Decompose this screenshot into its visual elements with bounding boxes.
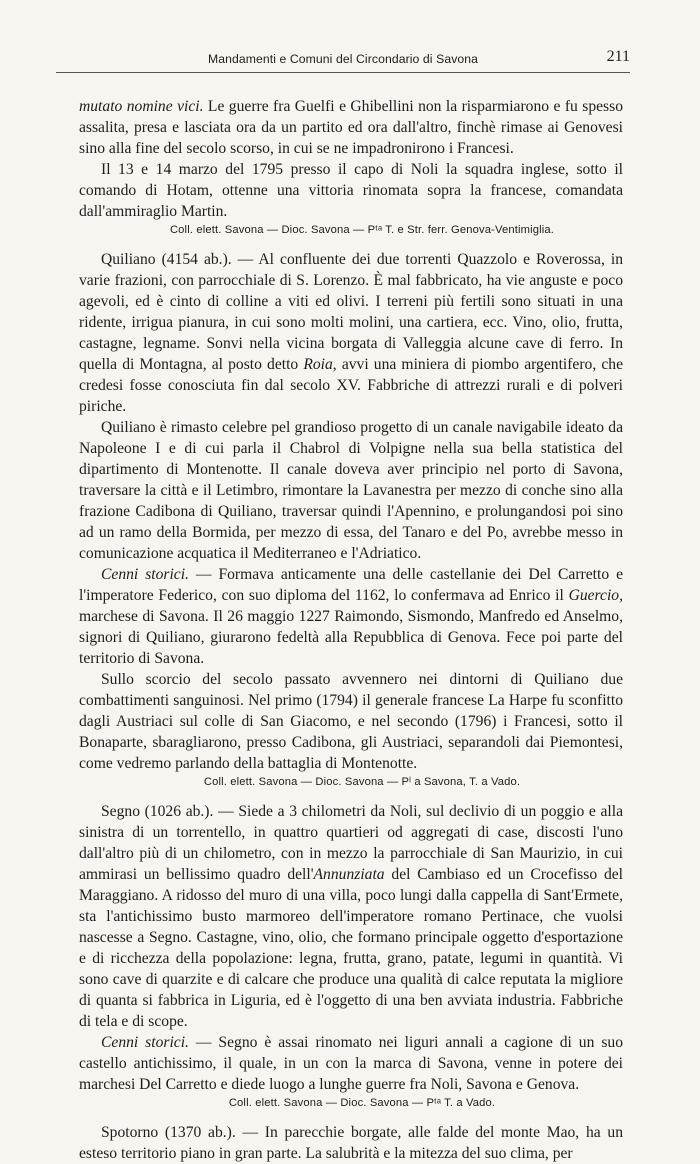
italic-painting-title: Annunziata [313, 866, 385, 883]
entry-spotorno: Spotorno (1370 ab.). — In parecchie borgate, alle falde del monte Mao, ha un esteso territorio piano in gran parte. La salubrità e la mitezza del suo clima, per [79, 1124, 623, 1162]
paragraph-noli-battle: Il 13 e 14 marzo del 1795 presso il capo di Noli la squadra inglese, sotto il comando di Hotam, ottenne una vittoria rinomata sopra la francese, comandata dall'ammiraglio Martin. [79, 161, 623, 220]
page-number: 211 [606, 48, 630, 65]
running-title: Mandamenti e Comuni del Circondario di Savona [207, 52, 479, 66]
reference-line-segno: Coll. elett. Savona — Dioc. Savona — Pᵗᵃ T. a Vado. [228, 1097, 496, 1109]
cenni-storici-label: Cenni storici. [101, 566, 189, 583]
italic-place-name: Roia [303, 356, 333, 373]
page-body [79, 96, 623, 1164]
reference-line-noli: Coll. elett. Savona — Dioc. Savona — Pᵗᵃ T. e Str. ferr. Genova-Ventimiglia. [169, 224, 555, 236]
paragraph-noli-history: mutato nomine vici. Le guerre fra Guelfi e Ghibellini non la risparmiarono e fu spesso assalita, presa e lasciata ora da un partito ed ora dall'altro, finchè rimase ai Genovesi sino alla fine del secolo scorso, in cui se ne impadronirono i Francesi. [79, 98, 623, 157]
paragraph-quiliano-history: Cenni storici. — Formava anticamente una delle castellanie dei Del Carretto e l'imperatore Federico, con suo diploma del 1162, lo confermava ad Enrico il Guercio, marchese di Savona. Il 26 maggio 1227 Raimondo, Sismondo, Manfredo ed Anselmo, signori di Quiliano, giurarono fedeltà alla Repubblica di Genova. Fece poi parte del territorio di Savona. [79, 566, 623, 667]
entry-quiliano: Quiliano (4154 ab.). — Al confluente dei due torrenti Quazzolo e Roverossa, in varie frazioni, con parrocchiale di S. Lorenzo. È mal fabbricato, ha vie anguste e poco agevoli, ed è cinto di colline a viti ed olivi. I terreni più fertili sono situati in una ridente, irrigua pianura, in cui sono molti molini, una cartiera, ecc. Vino, olio, frutta, castagne, legname. Sonvi nella vicina borgata di Valleggia alcune cave di ferro. In quella di Montagna, al posto detto Roia, avvi una miniera di piombo argentifero, che credesi fosse conosciuta fin dal secolo XV. Fabbriche di attrezzi rurali e di polveri piriche. [79, 251, 623, 415]
italic-phrase: mutato nomine vici. [79, 98, 204, 115]
entry-segno: Segno (1026 ab.). — Siede a 3 chilometri da Noli, sul declivio di un poggio e alla sinistra di un torrentello, in quattro quartieri od aggregati di case, discosti l'uno dall'altro più di un chilometro, con in mezzo la parrocchiale di San Maurizio, in cui ammirasi un bellissimo quadro dell'Annunziata del Cambiaso ed un Crocefisso del Maraggiano. A ridosso del muro di una villa, poco lungi dalla cappella di Sant'Ermete, sta l'antichissimo busto marmoreo dell'imperatore romano Pertinace, che vuolsi nascesse a Segno. Castagne, vino, olio, che formano principale oggetto d'esportazione e di ricchezza della popolazione: legna, frutta, grano, patate, legumi in quantità. Vi sono cave di quarzite e di calcare che produce una qualità di calce reputata la migliore di quanta si fabbrica in Liguria, ed è l'oggetto di una ben avviata industria. Fabbriche di tela e di scope. [79, 803, 623, 1030]
cenni-storici-label: Cenni storici. [101, 1034, 189, 1051]
paragraph-quiliano-canal: Quiliano è rimasto celebre pel grandioso progetto di un canale navigabile ideato da Napoleone I e di cui parla il Chabrol di Volpigne nella sua bella statistica del dipartimento di Montenotte. Il canale doveva aver principio nel porto di Savona, traversare la città e il Letimbro, rimontare la Lavanestra per mezzo di conche sino alla frazione Cadibona di Quiliano, traversar quindi l'Apennino, e prolungandosi poi sino ad un ramo della Bormida, per mezzo di essa, del Tanaro e del Po, avrebbe messo in comunicazione acquatica il Mediterraneo e l'Adriatico. [79, 419, 623, 562]
paragraph-quiliano-battles: Sullo scorcio del secolo passato avvennero nei dintorni di Quiliano due combattimenti sanguinosi. Nel primo (1794) il generale francese La Harpe fu sconfitto dagli Austriaci sul colle di San Giacomo, e nel secondo (1796) i Francesi, sotto il Bonaparte, sbaragliarono, presso Cadibona, gli Austriaci, separandoli dai Piemontesi, come vedremo parlando della battaglia di Montenotte. [79, 671, 623, 772]
italic-epithet: Guercio, [568, 587, 623, 604]
reference-line-quiliano: Coll. elett. Savona — Dioc. Savona — Pˡ a Savona, T. a Vado. [203, 776, 521, 788]
page-header [56, 48, 630, 73]
paragraph-segno-history: Cenni storici. — Segno è assai rinomato nei liguri annali a cagione di un suo castello antichissimo, il quale, in un con la marca di Savona, venne in potere dei marchesi Del Carretto e diede luogo a lunghe guerre fra Noli, Savona e Genova. [79, 1034, 623, 1093]
